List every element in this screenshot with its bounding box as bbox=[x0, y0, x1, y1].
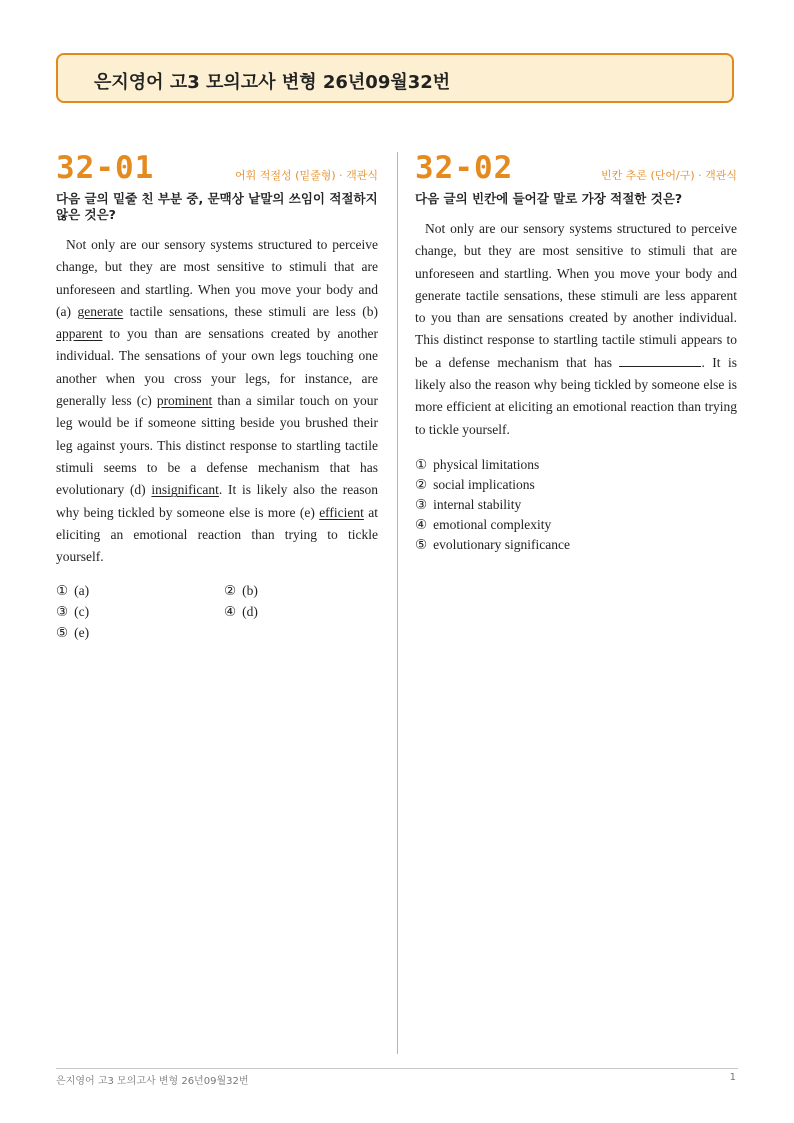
question-number: 32-02 bbox=[415, 150, 514, 186]
passage-text bbox=[56, 234, 378, 568]
footer-title: 은지영어 고3 모의고사 변형 26년09월32번 bbox=[56, 1076, 249, 1087]
page-title: 은지영어 고3 모의고사 변형 26년09월32번 bbox=[94, 72, 451, 93]
question-number: 32-01 bbox=[56, 150, 155, 186]
question-header bbox=[415, 150, 737, 190]
question-prompt: 다음 글의 밑줄 친 부분 중, 문맥상 낱말의 쓰임이 적절하지 않은 것은? bbox=[56, 191, 378, 222]
underlined-word-c: prominent bbox=[156, 393, 213, 409]
passage-segment: at eliciting an emotional reaction than trying to tickle yourself. bbox=[56, 504, 378, 565]
passage-segment: than a similar touch on your leg would be if someone sitting beside you brushed their leg against yours. This distinct response to startling tactile stimuli seems to be a defense mechanism that has evolutionary (d) bbox=[56, 393, 378, 498]
header-banner bbox=[56, 53, 734, 103]
choice-3[interactable]: ③ internal stability bbox=[415, 496, 522, 512]
choice-2[interactable]: ② social implications bbox=[415, 476, 535, 492]
passage-segment: . It is likely also the reason why being tickled by someone else is more (e) bbox=[56, 482, 379, 520]
passage-segment: Not only are our sensory systems structured to perceive change, but they are most sensitive to stimuli that are unforeseen and startling. When you move your body and (a) bbox=[56, 237, 378, 319]
passage-text bbox=[415, 218, 737, 441]
choice-1[interactable]: ① physical limitations bbox=[415, 456, 540, 472]
question-type: 어휘 적절성 (밑줄형) · 객관식 bbox=[235, 169, 378, 182]
choice-5[interactable]: ⑤ (e) bbox=[56, 625, 90, 641]
choice-4[interactable]: ④ emotional complexity bbox=[415, 516, 552, 532]
passage-segment: to you than are sensations created by another individual. The sensations of your own legs touching one another when you cross your legs, for instance, are generally less (c) bbox=[56, 326, 378, 409]
footer-divider bbox=[56, 1068, 738, 1069]
underlined-word-d: insignificant bbox=[151, 482, 219, 498]
choice-4[interactable]: ④ (d) bbox=[224, 604, 258, 620]
answer-blank bbox=[619, 354, 701, 367]
question-prompt: 다음 글의 빈칸에 들어갈 말로 가장 적절한 것은? bbox=[415, 191, 683, 206]
question-32-01 bbox=[56, 150, 378, 643]
underlined-word-b: apparent bbox=[56, 326, 103, 342]
choice-3[interactable]: ③ (c) bbox=[56, 604, 90, 620]
underlined-word-a: generate bbox=[77, 303, 124, 319]
choice-2[interactable]: ② (b) bbox=[224, 583, 258, 599]
choice-1[interactable]: ① (a) bbox=[56, 583, 90, 599]
column-divider bbox=[397, 152, 398, 1054]
passage-segment: Not only are our sensory systems structured to perceive change, but they are most sensitive to stimuli that are unforeseen and startling. When you move your body and generate tactile sensations, these stimuli are less apparent to you than are sensations created by another individual. This distinct response to startling tactile stimuli appears to be a defense mechanism that has bbox=[415, 221, 737, 370]
question-header bbox=[56, 150, 378, 190]
choice-5[interactable]: ⑤ evolutionary significance bbox=[415, 536, 570, 552]
passage-segment: tactile sensations, these stimuli are less (b) bbox=[123, 303, 378, 319]
question-32-02 bbox=[415, 150, 737, 555]
passage-segment: . It is likely also the reason why being tickled by someone else is more efficient at eliciting an emotional reaction than trying to tickle yourself. bbox=[415, 354, 737, 437]
answer-choices bbox=[415, 455, 737, 555]
answer-choices bbox=[56, 581, 378, 643]
page-number: 1 bbox=[729, 1072, 736, 1083]
underlined-word-e: efficient bbox=[319, 504, 364, 520]
question-type: 빈칸 추론 (단어/구) · 객관식 bbox=[600, 169, 737, 182]
